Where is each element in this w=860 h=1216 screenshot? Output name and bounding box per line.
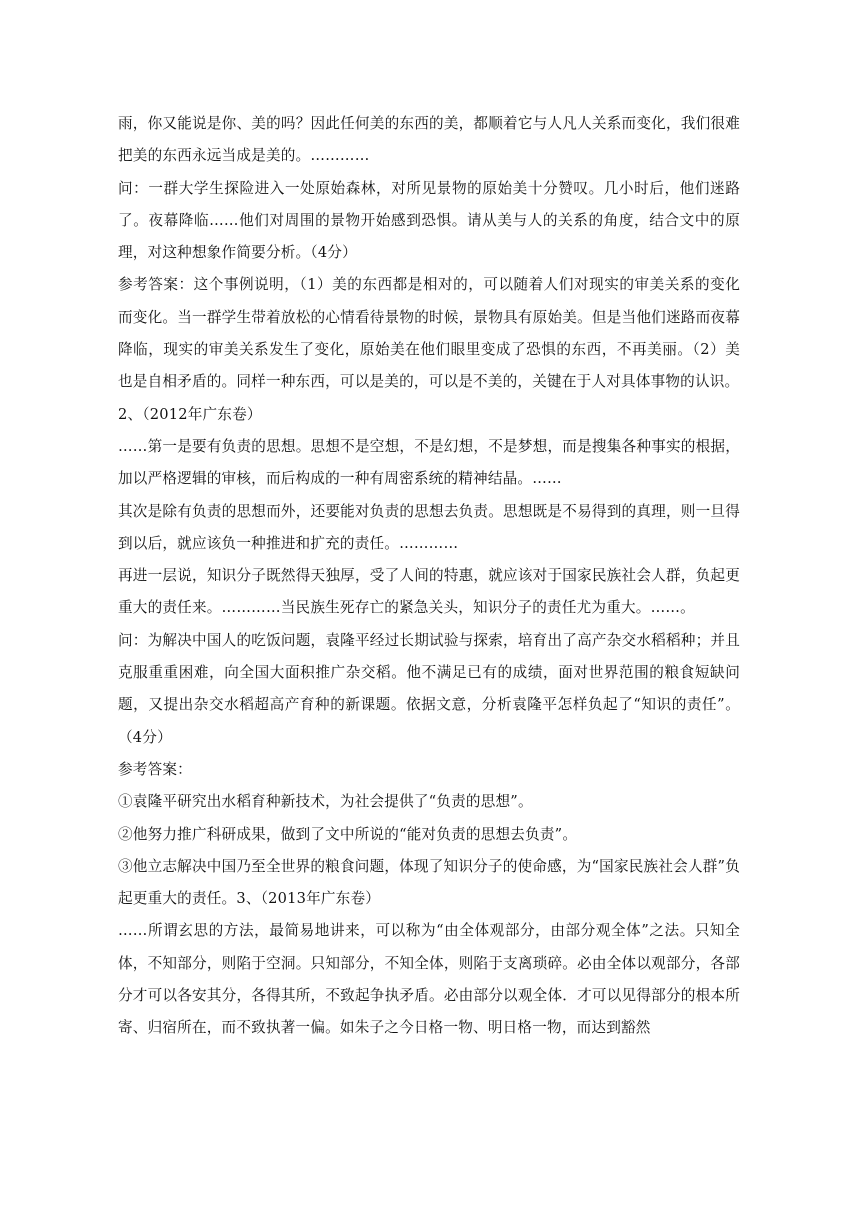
- section-heading-2012: 2、（2012年广东卷）: [118, 405, 262, 423]
- question-yuan-longping: 问：为解决中国人的吃饭问题，袁隆平经过长期试验与探索，培育出了高产杂交水稻稻种；并且克服重重困难，向全国大面积推广杂交稻。他不满足已有的成绩，面对世界范围的粮食短缺问题，又提出杂交水稻超高产育种的新课题。依据文意，分析袁隆平怎样负起了“知识的责任”。（4分）: [118, 631, 740, 746]
- paragraph-beauty-relative-ending: 雨，你又能说是你、美的吗？因此任何美的东西的美，都顺着它与人凡人关系而变化，我们很难把美的东西永远当成是美的。…………: [118, 115, 740, 165]
- document-body: [118, 108, 740, 1045]
- answer-point-2: ②他努力推广科研成果，做到了文中所说的“能对负责的思想去负责”。: [118, 825, 578, 843]
- answer-forest-beauty: 参考答案：这个事例说明，（1）美的东西都是相对的，可以随着人们对现实的审美关系的变化而变化。当一群学生带着放松的心情看待景物的时候，景物具有原始美。但是当他们迷路而夜幕降临，现实的审美关系发生了变化，原始美在他们眼里变成了恐惧的东西，不再美丽。（2）美也是自相矛盾的。同样一种东西，可以是美的，可以是不美的，关键在于人对具体事物的认识。: [118, 276, 740, 391]
- passage-responsibility-for-thought: 其次是除有负责的思想而外，还要能对负责的思想去负责。思想既是不易得到的真理，则一旦得到以后，就应该负一种推进和扩充的责任。…………: [118, 502, 740, 552]
- passage-whole-and-part: ……所谓玄思的方法，最简易地讲来，可以称为“由全体观部分，由部分观全体”之法。只知全体，不知部分，则陷于空洞。只知部分，不知全体，则陷于支离琐碎。必由全体以观部分，各部分才可以各安其分，各得其所，不致起争执矛盾。必由部分以观全体．才可以见得部分的根本所寄、归宿所在，而不致执著一偏。如朱子之今日格一物、明日格一物，而达到豁然: [118, 922, 740, 1037]
- answer-label: 参考答案：: [118, 760, 192, 778]
- passage-intellectual-duty: 再进一层说，知识分子既然得天独厚，受了人间的特惠，就应该对于国家民族社会人群，负起更重大的责任来。…………当民族生死存亡的紧急关头，知识分子的责任尤为重大。……。: [118, 567, 740, 617]
- answer-point-1: ①袁隆平研究出水稻育种新技术，为社会提供了“负责的思想”。: [118, 793, 533, 811]
- passage-responsible-thinking: ……第一是要有负责的思想。思想不是空想，不是幻想，不是梦想，而是搜集各种事实的根据，加以严格逻辑的审核，而后构成的一种有周密系统的精神结晶。……: [118, 437, 740, 488]
- answer-point-3-and-heading-2013: ③他立志解决中国乃至全世界的粮食问题，体现了知识分子的使命感，为“国家民族社会人群”负起更重大的责任。3、（2013年广东卷）: [118, 857, 740, 908]
- question-forest-beauty: 问：一群大学生探险进入一处原始森林，对所见景物的原始美十分赞叹。几小时后，他们迷路了。夜幕降临……他们对周围的景物开始感到恐惧。请从美与人的关系的角度，结合文中的原理，对这种想象作简要分析。（4分）: [118, 179, 740, 262]
